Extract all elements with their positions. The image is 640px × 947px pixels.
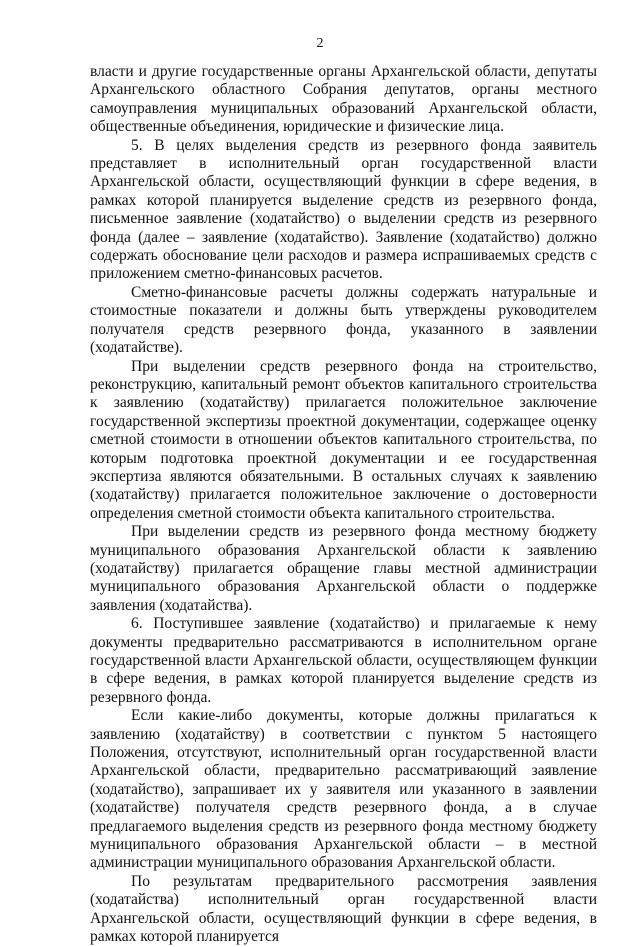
- paragraph-item-6: 6. Поступившее заявление (ходатайство) и прилагаемые к нему документы предварительно рассматриваются в исполнительном органе государственной власти Архангельской области, осуществляющем функции в сфере ведения, в рамках которой планируется выделение средств из резервного фонда.: [90, 615, 597, 706]
- paragraph-estimates: Сметно-финансовые расчеты должны содержать натуральные и стоимостные показатели и должны быть утверждены руководителем получателя средств резервного фонда, указанного в заявлении (ходатайстве).: [90, 283, 597, 357]
- document-body: [90, 63, 597, 947]
- page-number: 2: [316, 36, 324, 51]
- paragraph-construction: При выделении средств резервного фонда на строительство, реконструкцию, капитальный ремонт объектов капитального строительства к заявлению (ходатайству) прилагается положительное заключение государственной экспертизы проектной документации, содержащее оценку сметной стоимости в отношении объектов капитального строительства, по которым подготовка проектной документации и ее государственная экспертиза являются обязательными. В остальных случаях к заявлению (ходатайству) прилагается положительное заключение о достоверности определения сметной стоимости объекта капитального строительства.: [90, 357, 597, 522]
- paragraph-local-budget: При выделении средств из резервного фонда местному бюджету муниципального образования Архангельской области к заявлению (ходатайству) прилагается обращение главы местной администрации муниципального образования Архангельской области о поддержке заявления (ходатайства).: [90, 523, 597, 614]
- paragraph-continuation: власти и другие государственные органы Архангельской области, депутаты Архангельского областного Собрания депутатов, органы местного самоуправления муниципальных образований Архангельской области, общественные объединения, юридические и физические лица.: [90, 63, 597, 136]
- paragraph-preliminary-results: По результатам предварительного рассмотрения заявления (ходатайства) исполнительный орган государственной власти Архангельской области, осуществляющий функции в сфере ведения, в рамках которой планируется: [90, 872, 597, 946]
- paragraph-item-5: 5. В целях выделения средств из резервного фонда заявитель представляет в исполнительный орган государственной власти Архангельской области, осуществляющий функции в сфере ведения, в рамках которой планируется выделение средств из резервного фонда, письменное заявление (ходатайство) о выделении средств из резервного фонда (далее – заявление (ходатайство). Заявление (ходатайство) должно содержать обоснование цели расходов и размера испрашиваемых средств с приложением сметно-финансовых расчетов.: [90, 136, 597, 283]
- paragraph-missing-documents: Если какие-либо документы, которые должны прилагаться к заявлению (ходатайству) в соответствии с пунктом 5 настоящего Положения, отсутствуют, исполнительный орган государственной власти Архангельской области, предварительно рассматривающий заявление (ходатайство), запрашивает их у заявителя или указанного в заявлении (ходатайстве) получателя средств резервного фонда, а в случае предлагаемого выделения средств из резервного фонда местному бюджету муниципального образования Архангельской области – в местной администрации муниципального образования Архангельской области.: [90, 707, 597, 872]
